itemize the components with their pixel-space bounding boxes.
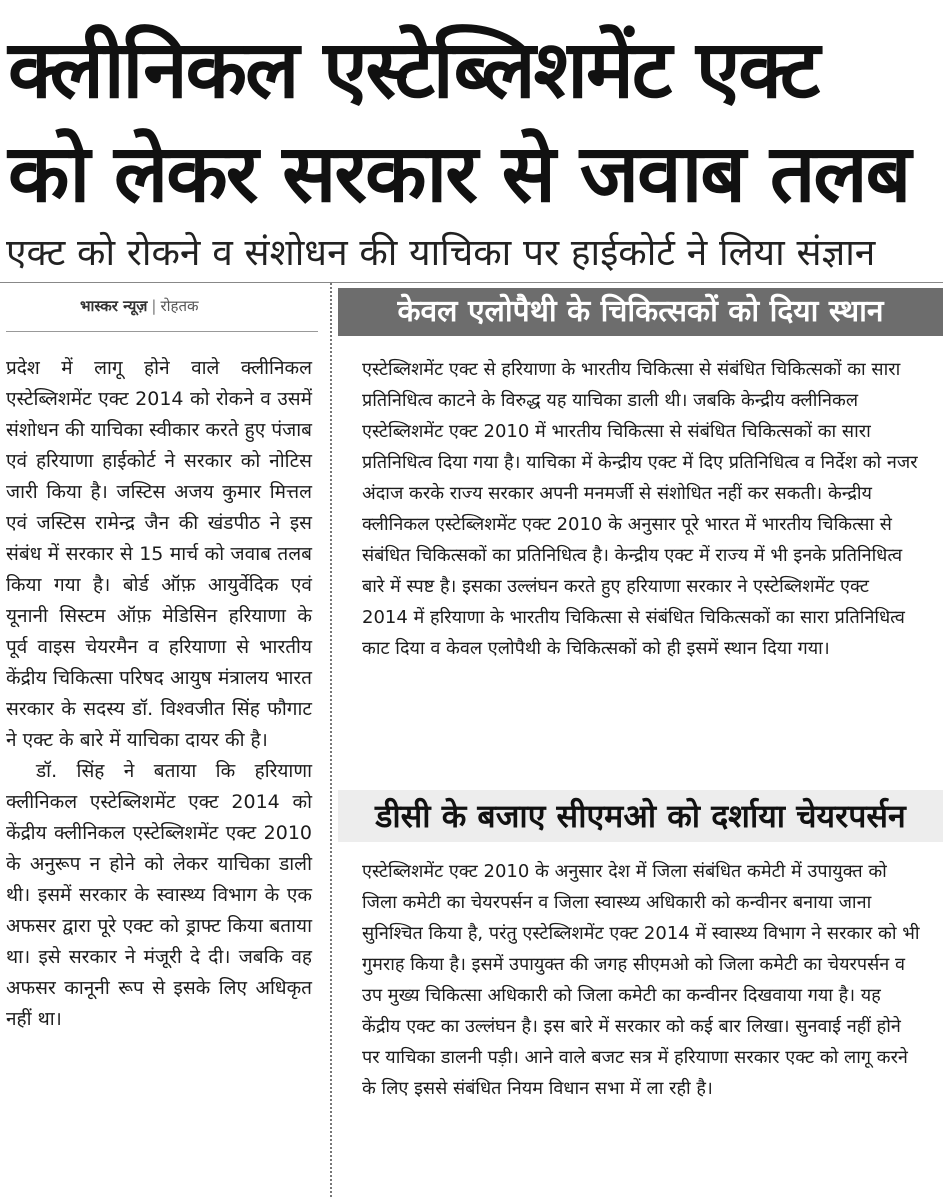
headline-line-2: को लेकर सरकार से जवाब तलब xyxy=(8,127,910,220)
box2-body xyxy=(362,856,920,1104)
dateline-rule xyxy=(6,331,318,332)
box1-paragraph: एस्टेब्लिशमेंट एक्ट से हरियाणा के भारतीय चिकित्सा से संबंधित चिकित्सकों का सारा प्रतिनिधित्व काटने के विरुद्ध यह याचिका डाली थी। जबकि केन्द्रीय क्लीनिकल एस्टेब्लिशमेंट एक्ट 2010 में भारतीय चिकित्सा से संबंधित चिकित्सकों का सारा प्रतिनिधित्व दिया गया है। याचिका में केन्द्रीय एक्ट में दिए प्रतिनिधित्व व निर्देश को नजर अंदाज करके राज्य सरकार अपनी मनमर्जी से संशोधित नहीं कर सकती। केन्द्रीय क्लीनिकल एस्टेब्लिशमेंट एक्ट 2010 के अनुसार पूरे भारत में भारतीय चिकित्सा से संबंधित चिकित्सकों का प्रतिनिधित्व है। केन्द्रीय एक्ट में राज्य में भी इनके प्रतिनिधित्व बारे में स्पष्ट है। इसका उल्लंघन करते हुए हरियाणा सरकार ने एस्टेब्लिशमेंट एक्ट 2014 में हरियाणा के भारतीय चिकित्सा से संबंधित चिकित्सकों का सारा प्रतिनिधित्व काट दिया व केवल एलोपैथी के चिकित्सकों को ही इसमें स्थान दिया गया। xyxy=(362,359,918,659)
box1-body xyxy=(362,354,920,664)
main-story-paragraph-2: डॉ. सिंह ने बताया कि हरियाणा क्लीनिकल एस्टेब्लिशमेंट एक्ट 2014 को केंद्रीय क्लीनिकल एस्टेब्लिशमेंट एक्ट 2010 के अनुरूप न होने को लेकर याचिका डाली थी। इसमें सरकार के स्वास्थ्य विभाग के एक अफसर द्वारा पूरे एक्ट को ड्राफ्ट किया बताया था। इसे सरकार ने मंजूरी दे दी। जबकि वह अफसर कानूनी रूप से इसके लिए अधिकृत नहीं था। xyxy=(6,760,312,1030)
dateline-separator: | xyxy=(151,297,157,315)
box2-heading: डीसी के बजाए सीएमओ को दर्शाया चेयरपर्सन xyxy=(338,790,943,842)
column-divider xyxy=(330,283,332,1197)
dateline-city: रोहतक xyxy=(160,297,199,315)
box1-heading: केवल एलोपैथी के चिकित्सकों को दिया स्थान xyxy=(338,288,943,336)
headline-line-1: क्लीनिकल एस्टेब्लिशमेंट एक्ट xyxy=(8,23,819,116)
box2-paragraph: एस्टेब्लिशमेंट एक्ट 2010 के अनुसार देश में जिला संबंधित कमेटी में उपायुक्त को जिला कमेटी का चेयरपर्सन व जिला स्वास्थ्य अधिकारी को कन्वीनर बनाया जाना सुनिश्चित किया है, परंतु एस्टेब्लिशमेंट एक्ट 2014 में स्वास्थ्य विभाग ने सरकार को भी गुमराह किया है। इसमें उपायुक्त की जगह सीएमओ को जिला कमेटी का चेयरपर्सन व उप मुख्य चिकित्सा अधिकारी को जिला कमेटी का कन्वीनर दिखवाया गया है। यह केंद्रीय एक्ट का उल्लंघन है। इस बारे में सरकार को कई बार लिखा। सुनवाई नहीं होने पर याचिका डालनी पड़ी। आने वाले बजट सत्र में हरियाणा सरकार एक्ट को लागू करने के लिए इससे संबंधित नियम विधान सभा में ला रही है। xyxy=(362,861,920,1099)
dateline-source: भास्कर न्यूज़ xyxy=(80,297,148,315)
headline xyxy=(8,18,935,226)
top-rule xyxy=(0,282,943,283)
main-story-paragraph-1: प्रदेश में लागू होने वाले क्लीनिकल एस्टेब्लिशमेंट एक्ट 2014 को रोकने व उसमें संशोधन की याचिका स्वीकार करते हुए पंजाब एवं हरियाणा हाईकोर्ट ने सरकार को नोटिस जारी किया है। जस्टिस अजय कुमार मित्तल एवं जस्टिस रामेन्द्र जैन की खंडपीठ ने इस संबंध में सरकार से 15 मार्च को जवाब तलब किया गया है। बोर्ड ऑफ़ आयुर्वेदिक एवं यूनानी सिस्टम ऑफ़ मेडिसिन हरियाणा के पूर्व वाइस चेयरमैन व हरियाणा से भारतीय केंद्रीय चिकित्सा परिषद आयुष मंत्रालय भारत सरकार के सदस्य डॉ. विश्वजीत सिंह फौगाट ने एक्ट के बारे में याचिका दायर की है। xyxy=(6,357,312,751)
subheadline: एक्ट को रोकने व संशोधन की याचिका पर हाईकोर्ट ने लिया संज्ञान xyxy=(6,231,876,274)
dateline xyxy=(80,296,199,316)
main-story xyxy=(6,353,312,1035)
